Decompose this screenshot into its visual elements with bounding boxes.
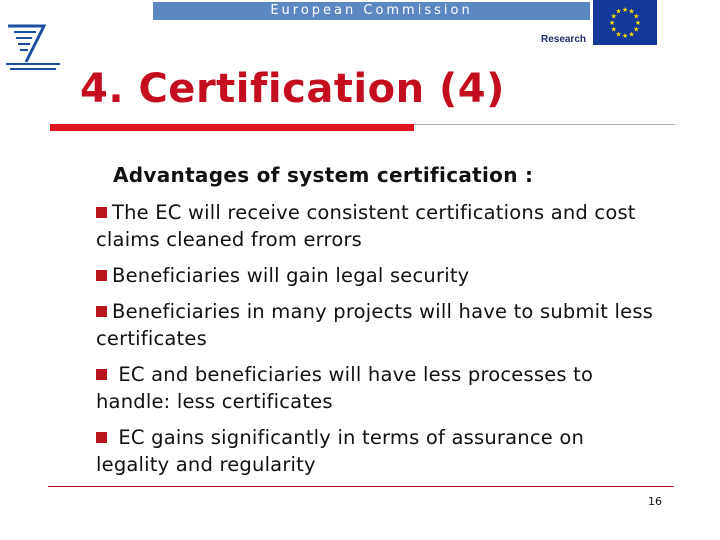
- eu-star-icon: ★: [634, 19, 642, 27]
- banner-subtitle: Research: [540, 34, 586, 45]
- eu-star-icon: ★: [608, 19, 616, 27]
- eu-star-icon: ★: [610, 25, 617, 34]
- footer-divider: [48, 486, 674, 487]
- bullet-item: [96, 298, 656, 352]
- eu-star-icon: ★: [628, 7, 635, 16]
- eu-star-icon: ★: [615, 7, 622, 16]
- eu-star-icon: ★: [615, 30, 622, 39]
- bullet-text: EC gains significantly in terms of assurance on legality and regularity: [96, 426, 585, 476]
- square-bullet-icon: [96, 207, 107, 218]
- eu-flag-icon: [593, 0, 657, 45]
- bullet-item: [96, 199, 656, 253]
- page-number: 16: [648, 495, 662, 508]
- eu-star-icon: ★: [633, 12, 640, 21]
- title-accent-bar: [50, 124, 414, 131]
- square-bullet-icon: [96, 270, 107, 281]
- eu-star-icon: ★: [628, 30, 635, 39]
- bullet-text: Beneficiaries will gain legal security: [112, 264, 470, 287]
- bullet-item: [96, 424, 656, 478]
- fp7-logo: [4, 22, 62, 74]
- eu-star-icon: ★: [610, 12, 617, 21]
- bullet-text: EC and beneficiaries will have less processes to handle: less certificates: [96, 363, 594, 413]
- bullet-text: Beneficiaries in many projects will have to submit less certificates: [96, 300, 654, 350]
- eu-star-icon: ★: [621, 32, 629, 40]
- section-subtitle: Advantages of system certification :: [113, 163, 534, 187]
- square-bullet-icon: [96, 369, 107, 380]
- page-title: 4. Certification (4): [80, 66, 505, 112]
- eu-star-icon: ★: [633, 25, 640, 34]
- square-bullet-icon: [96, 306, 107, 317]
- banner-title: European Commission: [270, 3, 473, 18]
- bullet-text: The EC will receive consistent certifications and cost claims cleaned from errors: [96, 201, 636, 251]
- bullet-item: [96, 361, 656, 415]
- eu-star-icon: ★: [621, 6, 629, 14]
- bullet-item: [96, 262, 656, 289]
- square-bullet-icon: [96, 432, 107, 443]
